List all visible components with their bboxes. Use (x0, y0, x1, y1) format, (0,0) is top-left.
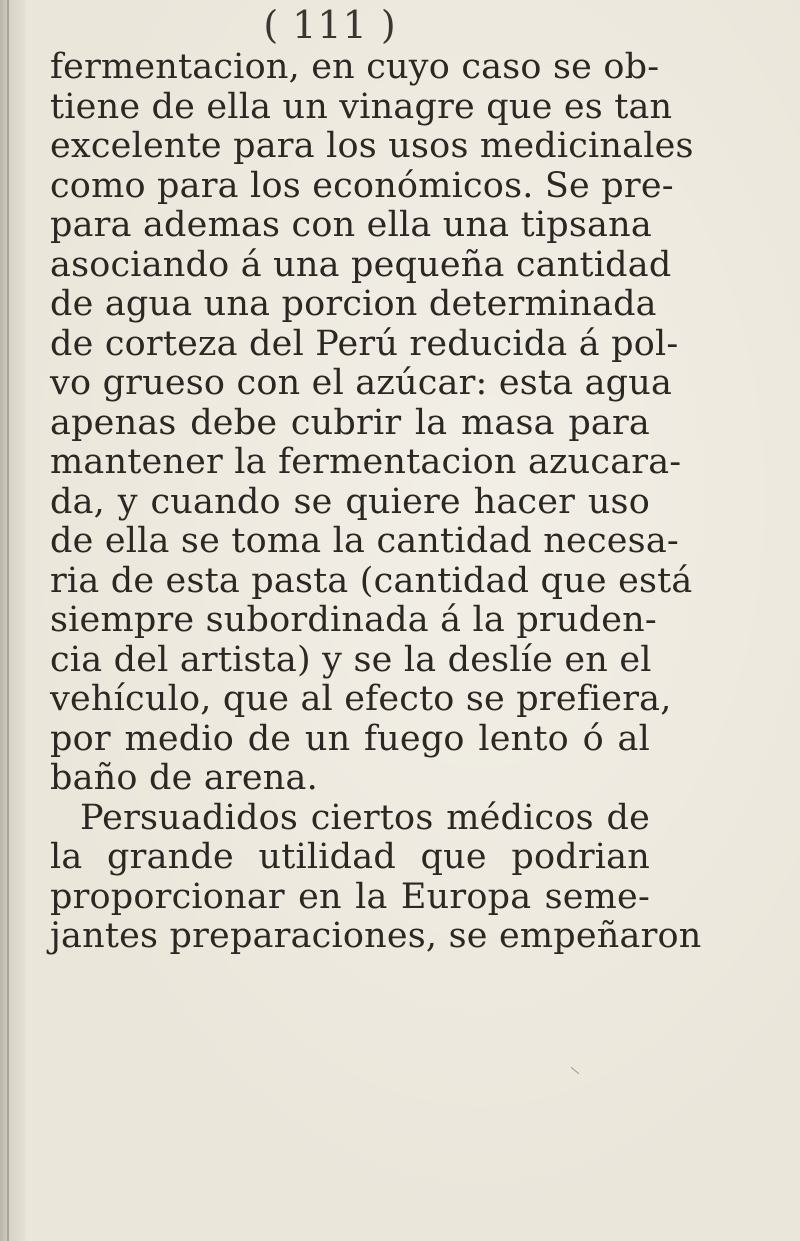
page-number: ( 111 ) (263, 3, 397, 47)
text-line: de ella se toma la cantidad necesa- (50, 521, 679, 561)
text-line: siempre subordinada á la pruden- (50, 600, 657, 640)
text-line: jantes preparaciones, se empeñaron (50, 916, 702, 956)
binding-shadow-line (7, 0, 9, 1241)
text-line: proporcionar en la Europa seme- (50, 876, 650, 917)
text-line: mantener la fermentacion azucara- (50, 442, 682, 482)
text-line: da, y cuando se quiere hacer uso (50, 481, 650, 522)
ink-speck (571, 1067, 579, 1074)
text-line: excelente para los usos medicinales (50, 126, 694, 166)
book-gutter (0, 0, 26, 1241)
text-line: baño de arena. (50, 758, 318, 798)
text-line: la grande utilidad que podrian (50, 837, 650, 877)
text-line: de corteza del Perú reducida á pol- (50, 323, 679, 364)
text-line: cia del artista) y se la deslíe en el (50, 639, 652, 680)
text-line: ria de esta pasta (cantidad que está (50, 560, 693, 601)
text-line: de agua una porcion determinada (50, 284, 657, 324)
text-line: vehículo, que al efecto se prefiera, (50, 679, 672, 719)
text-line: apenas debe cubrir la masa para (50, 402, 650, 443)
text-line: vo grueso con el azúcar: esta agua (50, 363, 673, 403)
text-line: para ademas con ella una tipsana (50, 205, 652, 245)
text-line: tiene de ella un vinagre que es tan (50, 86, 673, 127)
text-line: por medio de un fuego lento ó al (50, 718, 650, 759)
text-line: fermentacion, en cuyo caso se ob- (50, 47, 660, 87)
text-line: como para los económicos. Se pre- (50, 165, 674, 206)
text-line: asociando á una pequeña cantidad (50, 244, 672, 285)
paragraph-first-line: Persuadidos ciertos médicos de (80, 797, 650, 838)
body-text (50, 48, 770, 957)
